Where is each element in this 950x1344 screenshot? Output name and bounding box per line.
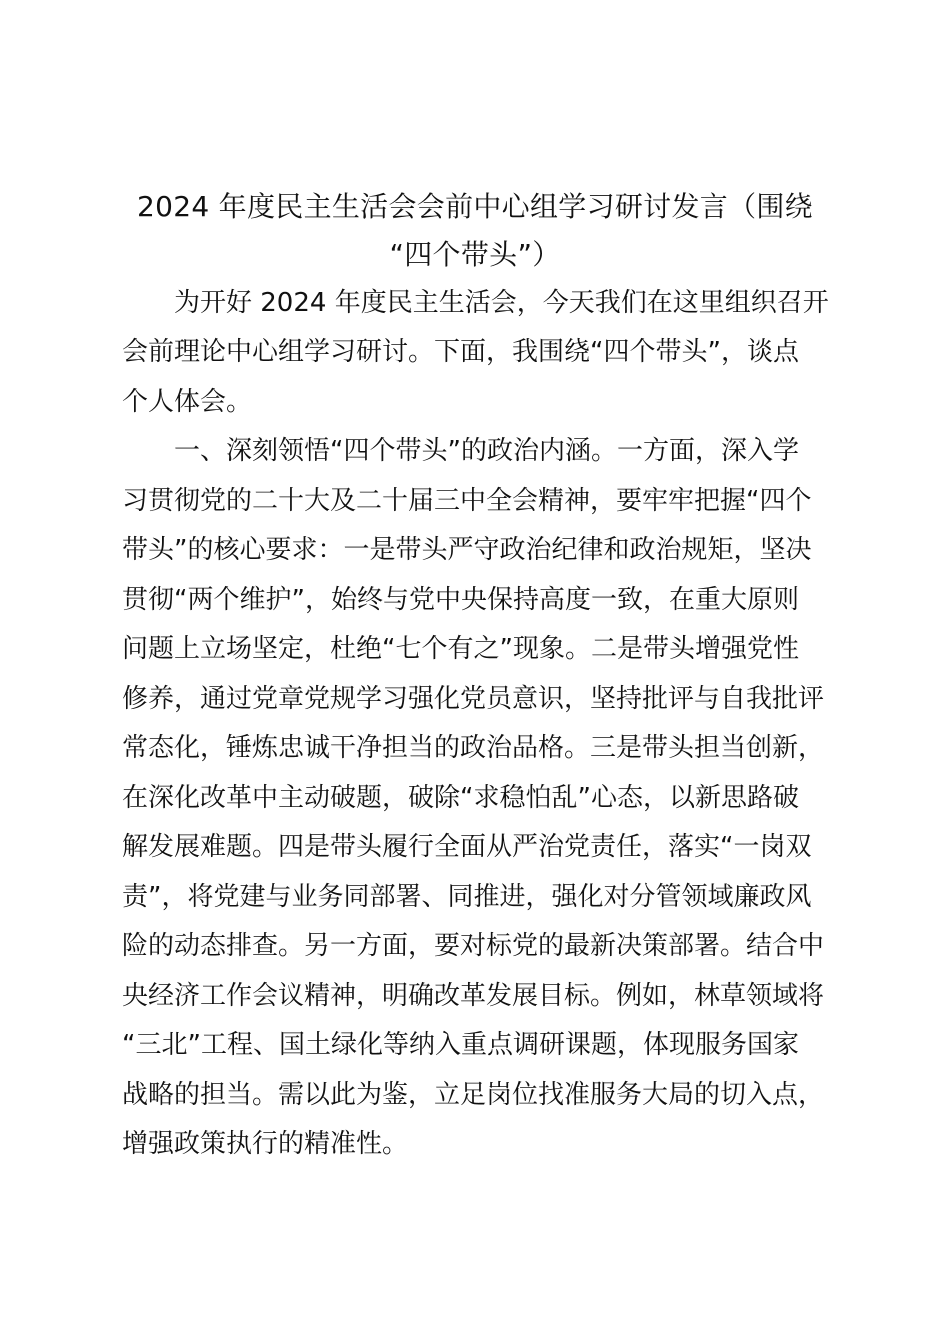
body-line: 贯彻“两个维护”，始终与党中央保持高度一致，在重大原则 — [122, 585, 799, 615]
body-line: 解发展难题。四是带头履行全面从严治党责任，落实“一岗双 — [122, 832, 812, 862]
body-line: 问题上立场坚定，杜绝“七个有之”现象。二是带头增强党性 — [122, 634, 799, 664]
body-line: 为开好 2024 年度民主生活会，今天我们在这里组织召开 — [122, 288, 829, 318]
body-line: 战略的担当。需以此为鉴，立足岗位找准服务大局的切入点， — [122, 1080, 825, 1110]
body-line: 习贯彻党的二十大及二十届三中全会精神，要牢牢把握“四个 — [122, 486, 812, 516]
body-line: “三北”工程、国土绿化等纳入重点调研课题，体现服务国家 — [122, 1030, 799, 1060]
body-line: 修养，通过党章党规学习强化党员意识，坚持批评与自我批评 — [122, 684, 825, 714]
document-title-line-1: 2024 年度民主生活会会前中心组学习研讨发言（围绕 — [137, 190, 813, 223]
body-line: 险的动态排查。另一方面，要对标党的最新决策部署。结合中 — [122, 931, 825, 961]
body-line: 一、深刻领悟“四个带头”的政治内涵。一方面，深入学 — [122, 436, 799, 466]
body-line: 在深化改革中主动破题，破除“求稳怕乱”心态，以新思路破 — [122, 783, 799, 813]
body-line: 常态化，锤炼忠诚干净担当的政治品格。三是带头担当创新， — [122, 733, 825, 763]
body-line: 会前理论中心组学习研讨。下面，我围绕“四个带头”，谈点 — [122, 337, 799, 367]
body-line: 带头”的核心要求：一是带头严守政治纪律和政治规矩，坚决 — [122, 535, 812, 565]
document-title-line-2: “四个带头”） — [389, 238, 561, 271]
body-line: 责”，将党建与业务同部署、同推进，强化对分管领域廉政风 — [122, 882, 812, 912]
body-line: 增强政策执行的精准性。 — [122, 1129, 409, 1159]
body-line: 央经济工作会议精神，明确改革发展目标。例如，林草领域将 — [122, 981, 825, 1011]
body-line: 个人体会。 — [122, 387, 253, 417]
